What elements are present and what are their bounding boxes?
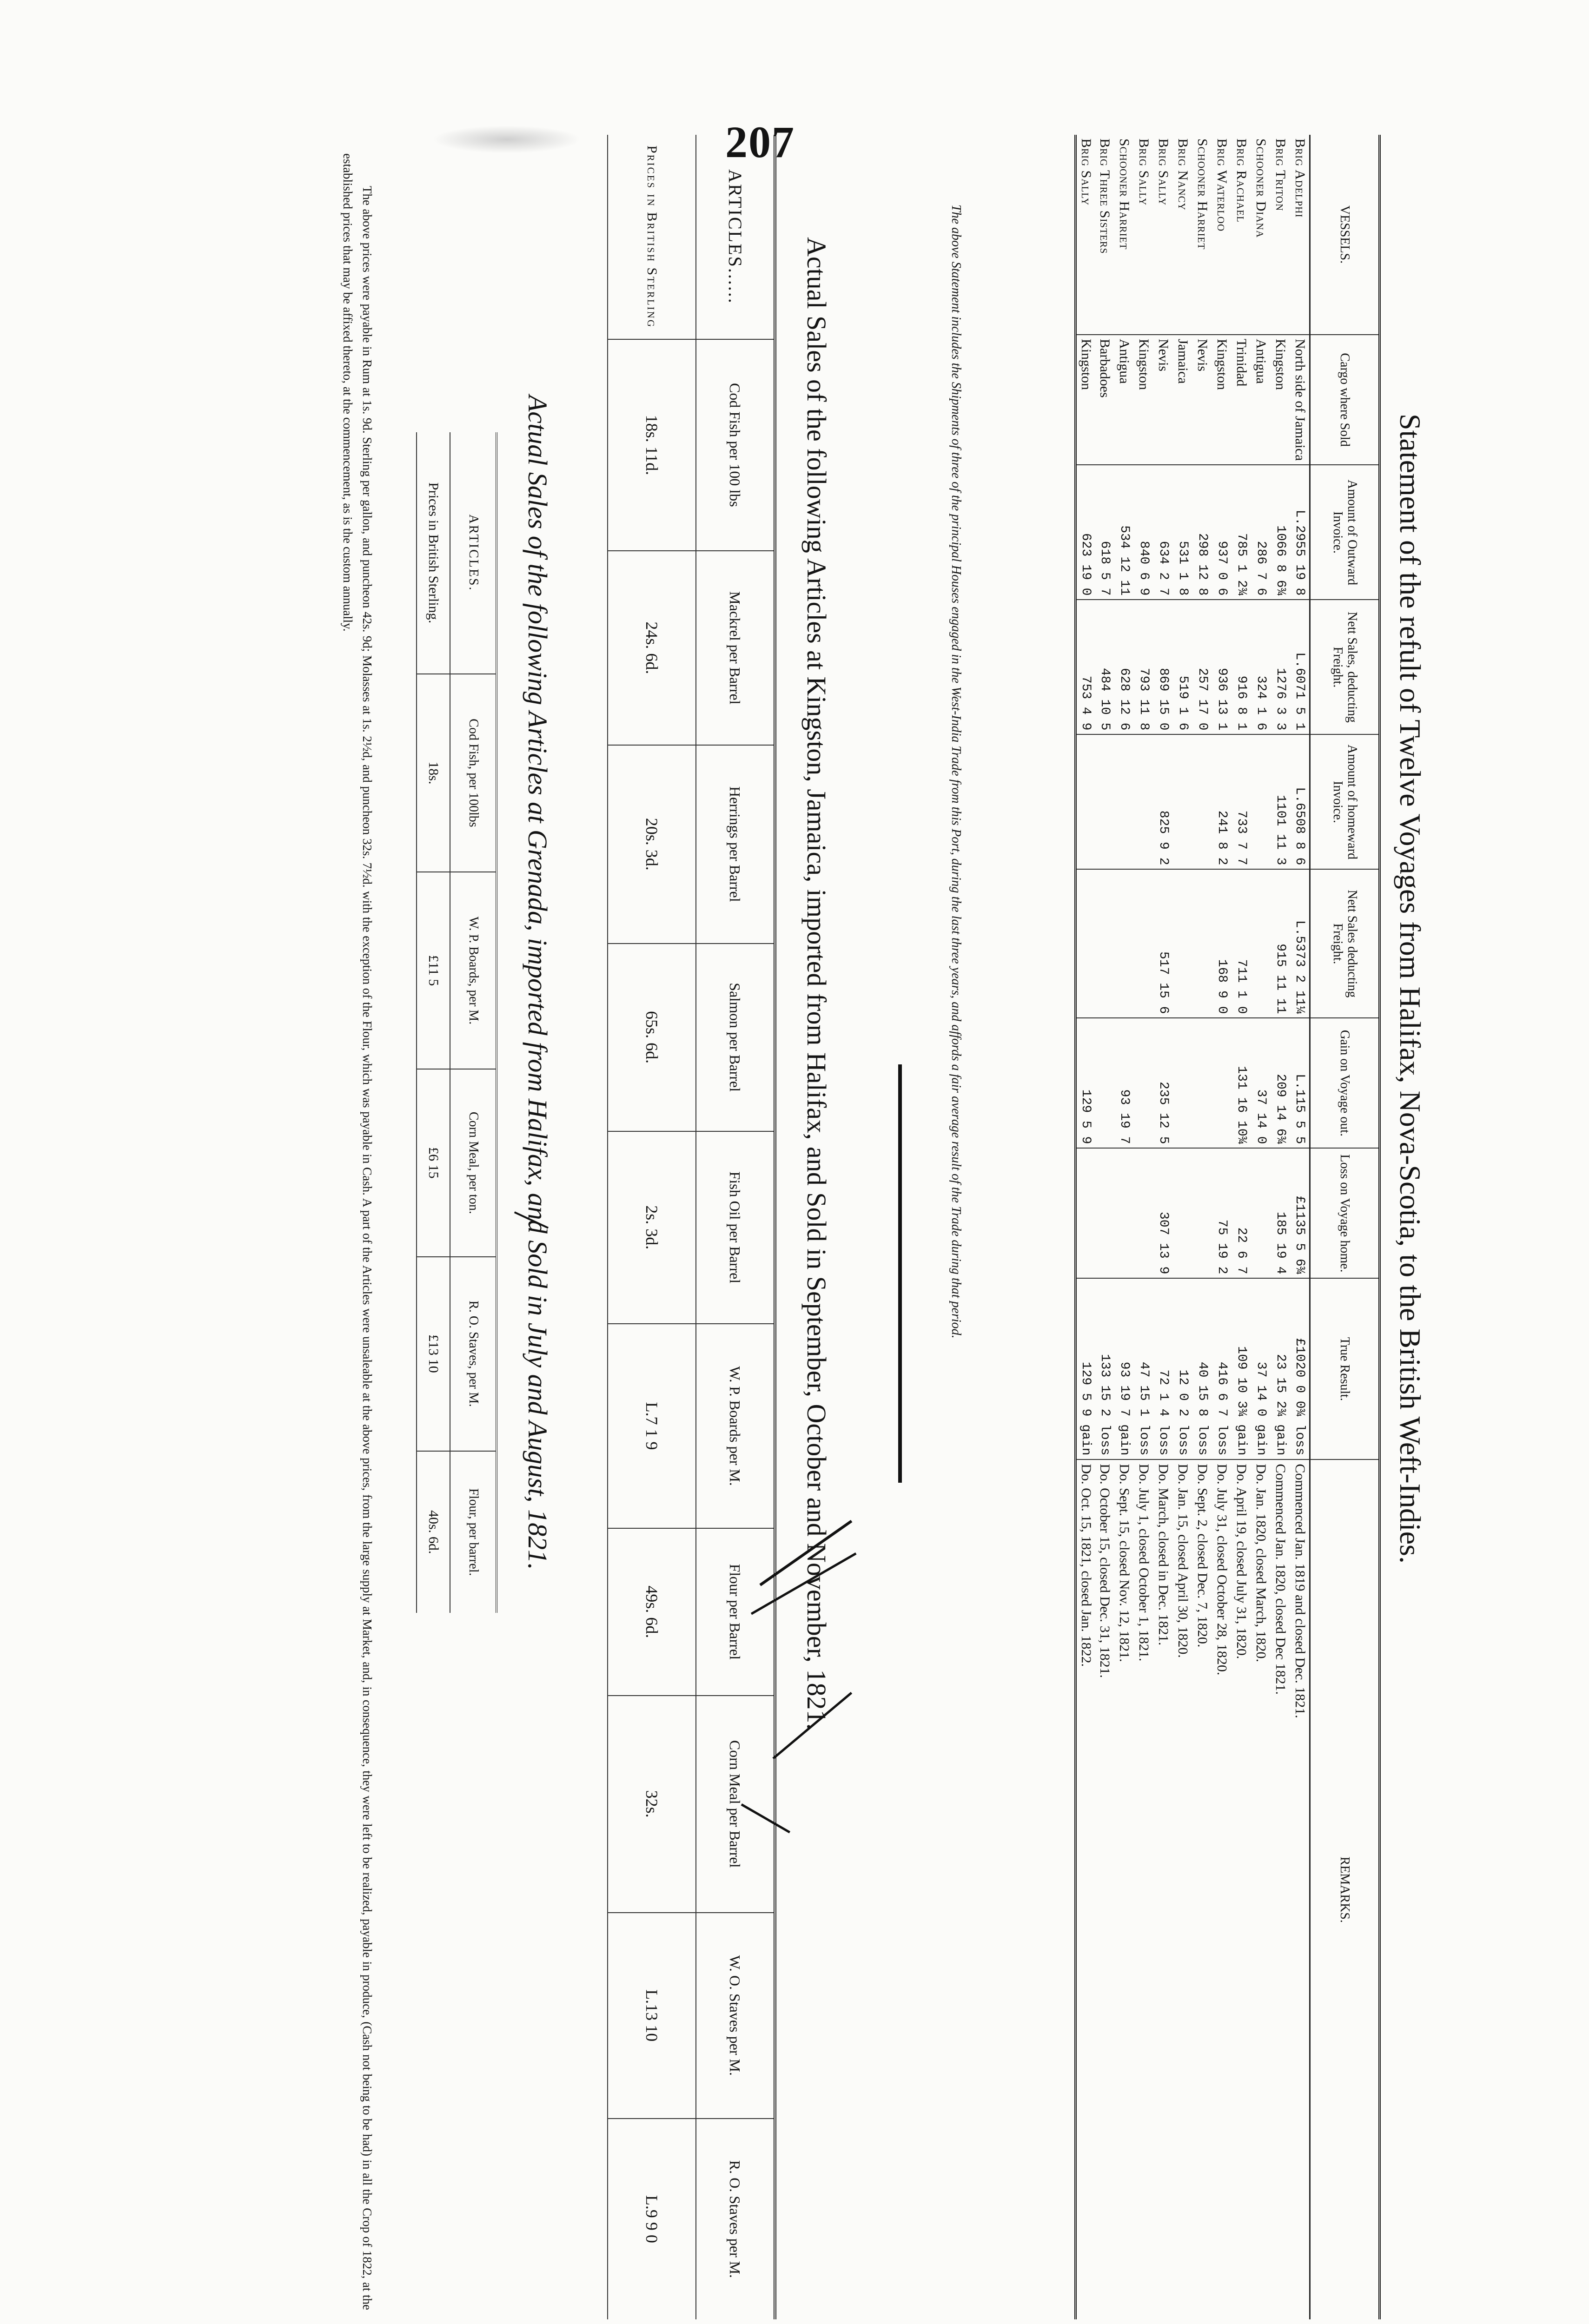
grenada-note	[338, 153, 377, 2310]
grenada-table	[416, 432, 497, 1613]
cargo-place: Nevis	[1193, 335, 1212, 465]
kingston-col-header: Salmon per Barrel	[696, 944, 775, 1131]
nett-sales-home	[1251, 869, 1271, 1018]
grenada-col-header: R. O. Staves, per M.	[450, 1257, 497, 1451]
kingston-price: 49s. 6d.	[608, 1528, 696, 1695]
loss-home	[1193, 1148, 1212, 1278]
gain-out	[1134, 1018, 1154, 1148]
grenada-price: 18s.	[417, 674, 450, 872]
remarks: Do. Sept. 2, closed Dec. 7, 1820.	[1193, 1459, 1212, 2319]
cargo-place: Kingston	[1212, 335, 1232, 465]
cargo-place: Trinidad	[1232, 335, 1251, 465]
remarks: Do. October 15, closed Dec. 31, 1821.	[1095, 1459, 1115, 2319]
homeward-invoice: L.6508 8 6	[1291, 734, 1310, 869]
kingston-articles-label: ARTICLES......	[696, 135, 775, 339]
true-result: 12 0 2 loss	[1173, 1278, 1193, 1459]
nett-sales-home	[1115, 869, 1134, 1018]
loss-home: 307 13 9	[1154, 1148, 1173, 1278]
nett-sales-out: 1276 3 3	[1271, 600, 1291, 734]
gain-out: 209 14 6¾	[1271, 1018, 1291, 1148]
cargo-place: Antigua	[1115, 335, 1134, 465]
grenada-price-label: Prices in British Sterling.	[417, 432, 450, 674]
true-result: 109 10 3¾ gain	[1232, 1278, 1251, 1459]
remarks: Do. Oct. 15, 1821, closed Jan. 1822.	[1076, 1459, 1095, 2319]
statement-title: Statement of the refult of Twelve Voyages from Halifax, Nova-Scotia, to the British Weft-Indies.	[1394, 414, 1427, 1564]
vessel-name: Schooner Harriet	[1195, 139, 1211, 250]
remarks: Do. Jan. 1820, closed March, 1820.	[1251, 1459, 1271, 2319]
grenada-price: £13 10	[417, 1257, 450, 1451]
outward-invoice: 1066 8 6¾	[1271, 465, 1291, 600]
outward-invoice: 286 7 6	[1251, 465, 1271, 600]
true-result: £1020 0 0¾ loss	[1291, 1278, 1310, 1459]
kingston-col-header: Herrings per Barrel	[696, 745, 775, 944]
loss-home	[1173, 1148, 1193, 1278]
homeward-invoice: 825 9 2	[1154, 734, 1173, 869]
gain-out: 235 12 5	[1154, 1018, 1173, 1148]
loss-home: 22 6 7	[1232, 1148, 1251, 1278]
cargo-place: Kingston	[1134, 335, 1154, 465]
true-result: 23 15 2¾ gain	[1271, 1278, 1291, 1459]
cargo-place: Kingston	[1076, 335, 1095, 465]
outward-invoice: 298 12 8	[1193, 465, 1212, 600]
kingston-price: L.7 1 9	[608, 1324, 696, 1528]
homeward-invoice: 733 7 7	[1232, 734, 1251, 869]
loss-home	[1115, 1148, 1134, 1278]
remarks: Do. March, closed in Dec. 1821.	[1154, 1459, 1173, 2319]
nett-sales-home: L.5373 2 11¼	[1291, 869, 1310, 1018]
col-remarks: REMARKS.	[1310, 1459, 1380, 2319]
grenada-col-header: Flour, per barrel.	[450, 1451, 497, 1613]
grenada-price: £6 15	[417, 1069, 450, 1256]
vessel-name: Brig Adelphi	[1292, 139, 1308, 218]
col-loss: Loss on Voyage home.	[1310, 1148, 1380, 1278]
kingston-price: 18s. 11d.	[608, 339, 696, 551]
vessel-name: Schooner Harriet	[1117, 139, 1132, 250]
col-gain: Gain on Voyage out.	[1310, 1018, 1380, 1148]
vessel-name: Brig Sally	[1136, 139, 1152, 206]
kingston-col-header: Cod Fish per 100 lbs	[696, 339, 775, 551]
grenada-title: Actual Sales of the following Articles at Grenada, imported from Halifax, and Sold in July and August, 1821.	[523, 395, 553, 1570]
homeward-invoice	[1173, 734, 1193, 869]
nett-sales-home	[1134, 869, 1154, 1018]
homeward-invoice	[1134, 734, 1154, 869]
remarks: Do. April 19, closed July 31, 1820.	[1232, 1459, 1251, 2319]
loss-home	[1134, 1148, 1154, 1278]
col-nett-home: Nett Sales deducting Freight.	[1310, 869, 1380, 1018]
kingston-header-row	[696, 135, 775, 2319]
voyage-row	[1251, 135, 1271, 2319]
col-result: True Result.	[1310, 1278, 1380, 1459]
nett-sales-out: 916 8 1	[1232, 600, 1251, 734]
outward-invoice: 618 5 7	[1095, 465, 1115, 600]
kingston-col-header: Flour per Barrel	[696, 1528, 775, 1695]
gain-out	[1173, 1018, 1193, 1148]
kingston-price: L.9 9 0	[608, 2119, 696, 2319]
outward-invoice: 531 1 8	[1173, 465, 1193, 600]
true-result: 133 15 2 loss	[1095, 1278, 1115, 1459]
voyage-row	[1291, 135, 1310, 2319]
grenada-col-header: ARTICLES.	[450, 432, 497, 674]
remarks: Commenced Jan. 1820, closed Dec 1821.	[1271, 1459, 1291, 2319]
nett-sales-home: 168 9 0	[1212, 869, 1232, 1018]
cargo-place: Jamaica	[1173, 335, 1193, 465]
col-cargo: Cargo where Sold	[1310, 335, 1380, 465]
kingston-price: 32s.	[608, 1696, 696, 1913]
grenada-col-header: Cod Fish, per 100lbs	[450, 674, 497, 872]
gain-out	[1212, 1018, 1232, 1148]
gain-out: L.115 5 5	[1291, 1018, 1310, 1148]
true-result: 40 15 8 loss	[1193, 1278, 1212, 1459]
voyage-row	[1154, 135, 1173, 2319]
cargo-place: Antigua	[1251, 335, 1271, 465]
remarks: Do. Jan. 15, closed April 30, 1820.	[1173, 1459, 1193, 2319]
loss-home	[1251, 1148, 1271, 1278]
nett-sales-out: 753 4 9	[1076, 600, 1095, 734]
kingston-price: L.13 10	[608, 1913, 696, 2119]
outward-invoice: 634 2 7	[1154, 465, 1173, 600]
nett-sales-out: 936 13 1	[1212, 600, 1232, 734]
col-outward: Amount of Outward Invoice.	[1310, 465, 1380, 600]
grenada-price: 40s. 6d.	[417, 1451, 450, 1613]
kingston-col-header: Mackrel per Barrel	[696, 551, 775, 745]
grenada-price-row	[417, 432, 450, 1613]
true-result: 416 6 7 loss	[1212, 1278, 1232, 1459]
remarks: Do. July 31, closed October 28, 1820.	[1212, 1459, 1232, 2319]
vessel-name: Brig Sally	[1156, 139, 1172, 206]
outward-invoice: 937 0 6	[1212, 465, 1232, 600]
outward-invoice: 534 12 11	[1115, 465, 1134, 600]
grenada-col-header: Corn Meal, per ton.	[450, 1069, 497, 1256]
remarks: Commenced Jan. 1819 and closed Dec. 1821.	[1291, 1459, 1310, 2319]
kingston-col-header: R. O. Staves per M.	[696, 2119, 775, 2319]
vessel-name: Brig Three Sisters	[1097, 139, 1113, 254]
outward-invoice: 623 19 0	[1076, 465, 1095, 600]
col-nett-out: Nett Sales, deducting Freight.	[1310, 600, 1380, 734]
loss-home	[1095, 1148, 1115, 1278]
kingston-col-header: Corn Meal per Barrel	[696, 1696, 775, 1913]
nett-sales-out: 869 15 0	[1154, 600, 1173, 734]
kingston-col-header: Fish Oil per Barrel	[696, 1131, 775, 1324]
homeward-invoice	[1193, 734, 1212, 869]
voyage-row	[1271, 135, 1291, 2319]
divider-rule	[898, 1064, 902, 1483]
nett-sales-home: 517 15 6	[1154, 869, 1173, 1018]
true-result: 72 1 4 loss	[1154, 1278, 1173, 1459]
remarks: Do. July 1, closed October 1, 1821.	[1134, 1459, 1154, 2319]
outward-invoice: 785 1 2¾	[1232, 465, 1251, 600]
true-result: 47 15 1 loss	[1134, 1278, 1154, 1459]
voyages-table	[1074, 135, 1381, 2319]
kingston-price: 20s. 3d.	[608, 745, 696, 944]
nett-sales-home	[1095, 869, 1115, 1018]
col-vessels: VESSELS.	[1310, 135, 1380, 335]
voyage-row	[1076, 135, 1095, 2319]
col-homeward: Amount of homeward Invoice.	[1310, 734, 1380, 869]
voyage-row	[1212, 135, 1232, 2319]
voyage-row	[1173, 135, 1193, 2319]
nett-sales-out: 793 11 8	[1134, 600, 1154, 734]
grenada-header-row	[450, 432, 497, 1613]
homeward-invoice: 1101 11 3	[1271, 734, 1291, 869]
grenada-col-header: W. P. Boards, per M.	[450, 872, 497, 1069]
cargo-place: North side of Jamaica	[1291, 335, 1310, 465]
statement-note: The above Statement includes the Shipments of three of the principal Houses engaged in the West-India Trade from this Port, during the last three years, and affords a fair average result of the Trade during that period.	[949, 205, 963, 1339]
loss-home	[1076, 1148, 1095, 1278]
outward-invoice: L.2955 19 8	[1291, 465, 1310, 600]
kingston-price: 24s. 6d.	[608, 551, 696, 745]
homeward-invoice: 241 8 2	[1212, 734, 1232, 869]
loss-home: 75 19 2	[1212, 1148, 1232, 1278]
voyage-row	[1193, 135, 1212, 2319]
vessel-name: Brig Triton	[1273, 139, 1289, 211]
nett-sales-home: 915 11 11	[1271, 869, 1291, 1018]
voyage-row	[1095, 135, 1115, 2319]
kingston-col-header: W. P. Boards per M.	[696, 1324, 775, 1528]
kingston-col-header: W. O. Staves per M.	[696, 1913, 775, 2119]
true-result: 93 19 7 gain	[1115, 1278, 1134, 1459]
page-number: 207	[725, 117, 795, 167]
voyage-row	[1115, 135, 1134, 2319]
voyage-row	[1134, 135, 1154, 2319]
gain-out: 93 19 7	[1115, 1018, 1134, 1148]
remarks: Do. Sept. 15, closed Nov. 12, 1821.	[1115, 1459, 1134, 2319]
vessel-name: Brig Nancy	[1175, 139, 1191, 211]
nett-sales-out: 484 10 5	[1095, 600, 1115, 734]
gain-out	[1193, 1018, 1212, 1148]
grenada-note-text: The above prices were payable in Rum at 1s. 9d. Sterling per gallon, and puncheon 42s. 9d; Molasses at 1s. 2½d, and puncheon 32s. 7½d. with the exception of the Flour, which was payable in Cash. A part of the Articles were unsaleable at the above prices, from the large supply at Market, and, in consequence, they were left to be realized, payable in produce, (Cash not being to be had) in all the Crop of 1822, at the established prices that may be affixed thereto, at the commencement, as is the custom annually.	[341, 153, 374, 2310]
homeward-invoice	[1251, 734, 1271, 869]
vessel-name: Brig Waterloo	[1214, 139, 1230, 232]
outward-invoice: 840 6 9	[1134, 465, 1154, 600]
nett-sales-home: 711 1 0	[1232, 869, 1251, 1018]
nett-sales-out: 324 1 6	[1251, 600, 1271, 734]
kingston-price-row	[608, 135, 696, 2319]
voyage-row	[1232, 135, 1251, 2319]
loss-home: £1135 5 6¾	[1291, 1148, 1310, 1278]
nett-sales-home	[1173, 869, 1193, 1018]
vessel-name: Schooner Diana	[1253, 139, 1269, 238]
true-result: 129 5 9 gain	[1076, 1278, 1095, 1459]
homeward-invoice	[1076, 734, 1095, 869]
cargo-place: Kingston	[1271, 335, 1291, 465]
homeward-invoice	[1095, 734, 1115, 869]
gain-out: 129 5 9	[1076, 1018, 1095, 1148]
vessel-name: Brig Rachael	[1234, 139, 1250, 223]
cargo-place: Barbadoes	[1095, 335, 1115, 465]
kingston-title: Actual Sales of the following Articles at Kingston, Jamaica, imported from Halifax, and Sold in September, October and November, 1821.	[801, 237, 832, 1730]
gain-out: 131 16 10¾	[1232, 1018, 1251, 1148]
kingston-price: 2s. 3d.	[608, 1131, 696, 1324]
nett-sales-home	[1076, 869, 1095, 1018]
grenada-price: £11 5	[417, 872, 450, 1069]
nett-sales-home	[1193, 869, 1212, 1018]
gain-out	[1095, 1018, 1115, 1148]
gain-out: 37 14 0	[1251, 1018, 1271, 1148]
homeward-invoice	[1115, 734, 1134, 869]
rotated-content	[153, 135, 1432, 2319]
loss-home: 185 19 4	[1271, 1148, 1291, 1278]
true-result: 37 14 0 gain	[1251, 1278, 1271, 1459]
kingston-table	[607, 135, 776, 2319]
nett-sales-out: 519 1 6	[1173, 600, 1193, 734]
vessel-name: Brig Sally	[1076, 135, 1095, 335]
cargo-place: Nevis	[1154, 335, 1173, 465]
kingston-price-label: Prices in British Sterling	[608, 135, 696, 339]
nett-sales-out: 257 17 0	[1193, 600, 1212, 734]
nett-sales-out: L.6071 5 1	[1291, 600, 1310, 734]
nett-sales-out: 628 12 6	[1115, 600, 1134, 734]
kingston-price: 65s. 6d.	[608, 944, 696, 1131]
